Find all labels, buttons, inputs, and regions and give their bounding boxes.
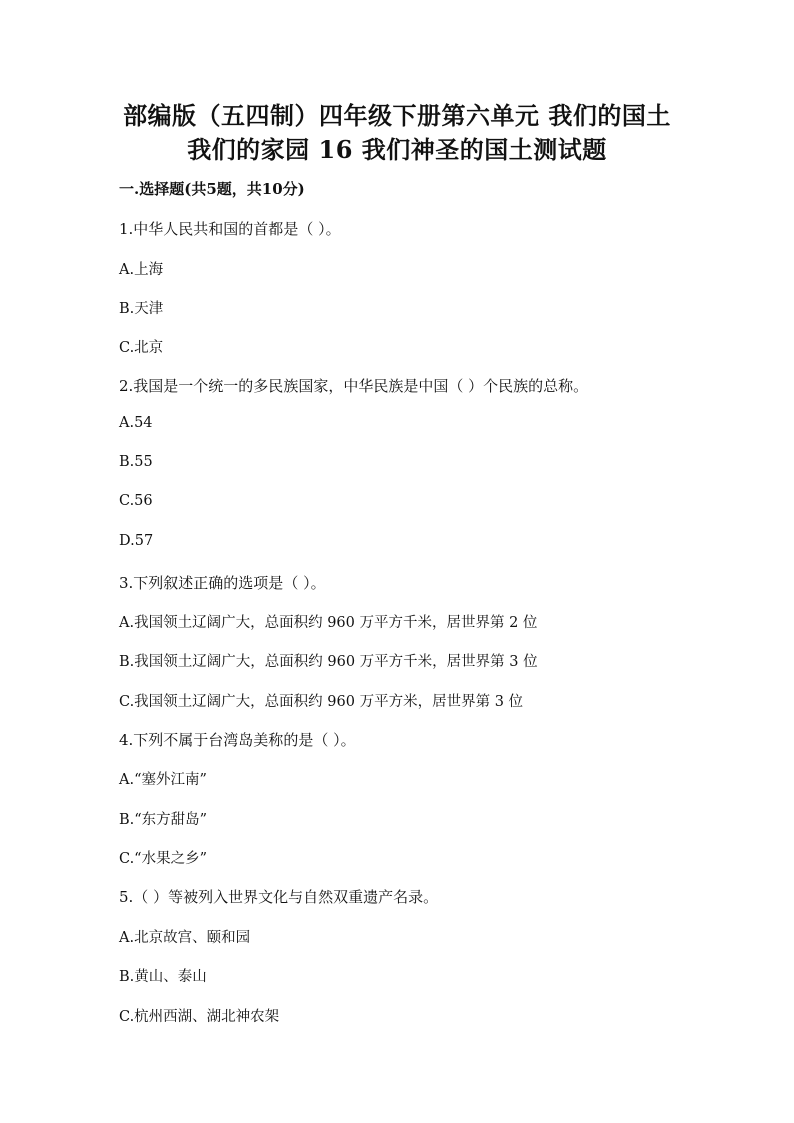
question-5-option-c: C.杭州西湖、湖北神农架 bbox=[119, 1009, 280, 1025]
question-4-option-a: A.“塞外江南” bbox=[119, 772, 207, 788]
question-4-stem: 4.下列不属于台湾岛美称的是（ ）。 bbox=[119, 731, 356, 749]
question-2-option-c: C.56 bbox=[119, 493, 153, 509]
question-5-option-b: B.黄山、泰山 bbox=[119, 969, 207, 985]
page-title-line-2: 我们的家园 16 我们神圣的国土测试题 bbox=[187, 135, 607, 164]
question-5-option-a: A.北京故宫、颐和园 bbox=[119, 930, 251, 946]
question-5-stem: 5.（ ）等被列入世界文化与自然双重遗产名录。 bbox=[119, 888, 439, 906]
question-2-option-d: D.57 bbox=[119, 533, 154, 549]
question-1-option-b: B.天津 bbox=[119, 301, 164, 317]
question-1-option-c: C.北京 bbox=[119, 340, 164, 356]
question-3-option-b: B.我国领土辽阔广大，总面积约 960 万平方千米，居世界第 3 位 bbox=[119, 654, 538, 670]
section-heading: 一.选择题(共5题，共10分) bbox=[119, 180, 305, 198]
question-3-stem: 3.下列叙述正确的选项是（ ）。 bbox=[119, 574, 326, 592]
question-4-option-b: B.“东方甜岛” bbox=[119, 812, 208, 828]
question-4-option-c: C.“水果之乡” bbox=[119, 851, 208, 867]
question-3-option-c: C.我国领土辽阔广大，总面积约 960 万平方米，居世界第 3 位 bbox=[119, 694, 524, 710]
question-1-stem: 1.中华人民共和国的首都是（ ）。 bbox=[119, 220, 341, 238]
question-2-option-a: A.54 bbox=[119, 415, 153, 431]
question-2-option-b: B.55 bbox=[119, 454, 153, 470]
page-title-line-1: 部编版（五四制）四年级下册第六单元 我们的国土 bbox=[123, 101, 671, 130]
question-1-option-a: A.上海 bbox=[119, 262, 164, 278]
question-2-stem: 2.我国是一个统一的多民族国家，中华民族是中国（ ）个民族的总称。 bbox=[119, 377, 589, 395]
question-3-option-a: A.我国领土辽阔广大，总面积约 960 万平方千米，居世界第 2 位 bbox=[119, 615, 538, 631]
